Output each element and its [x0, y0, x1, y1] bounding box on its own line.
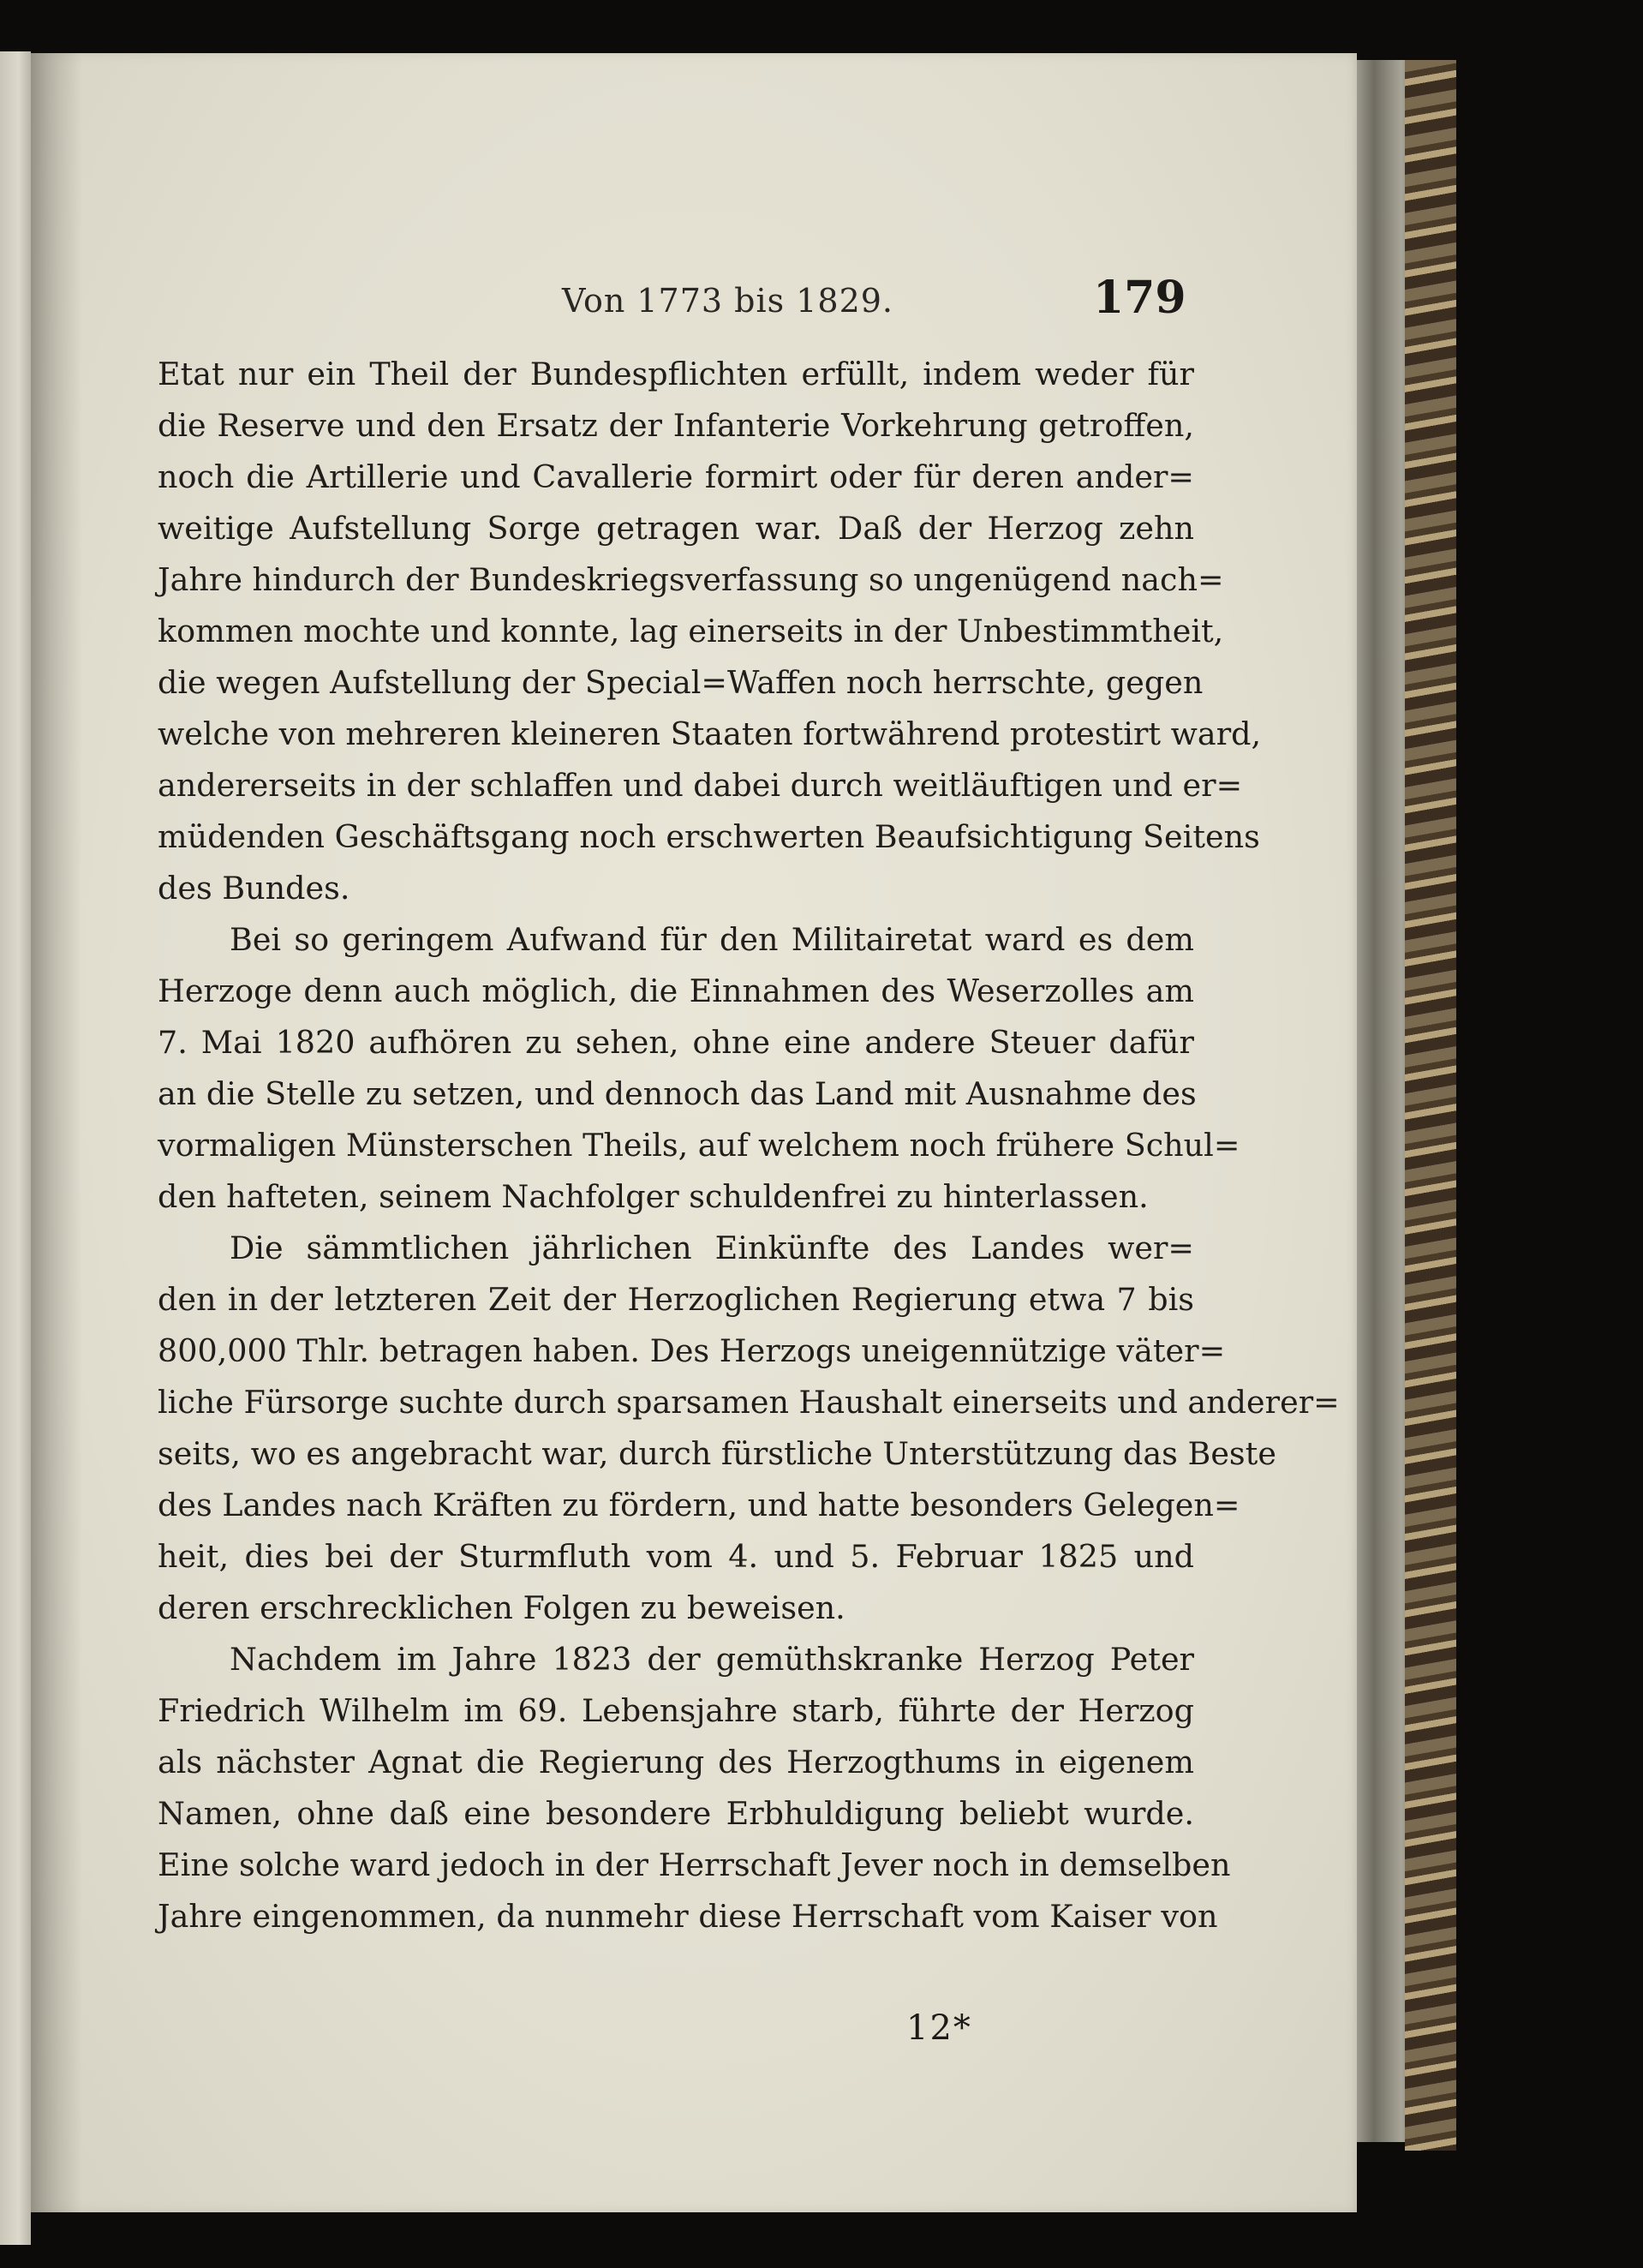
text-line: als nächster Agnat die Regierung des Herzogthums in eigenem: [158, 1744, 1194, 1780]
book-page: [31, 53, 1357, 2212]
text-line: Etat nur ein Theil der Bundespflichten erfüllt, indem weder für: [158, 356, 1194, 392]
text-line: liche Fürsorge suchte durch sparsamen Haushalt einerseits und anderer=: [158, 1384, 1340, 1421]
signature-mark: 12*: [906, 2008, 972, 2048]
text-line: des Landes nach Kräften zu fördern, und hatte besonders Gelegen=: [158, 1487, 1240, 1523]
paragraph-start-line: Die sämmtlichen jährlichen Einkünfte des Landes wer=: [230, 1230, 1194, 1266]
text-line: die Reserve und den Ersatz der Infanterie Vorkehrung getroffen,: [158, 407, 1194, 444]
text-line: an die Stelle zu setzen, und dennoch das Land mit Ausnahme des: [158, 1075, 1197, 1112]
text-line: Namen, ohne daß eine besondere Erbhuldigung beliebt wurde.: [158, 1795, 1194, 1832]
text-line: Jahre hindurch der Bundeskriegsverfassung so ungenügend nach=: [158, 561, 1224, 598]
text-line: müdenden Geschäftsgang noch erschwerten Beaufsichtigung Seitens: [158, 818, 1260, 855]
gutter-shadow: [31, 53, 82, 2212]
text-line: den hafteten, seinem Nachfolger schuldenfrei zu hinterlassen.: [158, 1178, 1149, 1215]
page-number: 179: [1093, 272, 1186, 324]
text-line: den in der letzteren Zeit der Herzoglichen Regierung etwa 7 bis: [158, 1281, 1194, 1318]
text-line: Herzoge denn auch möglich, die Einnahmen des Weserzolles am: [158, 972, 1194, 1009]
paragraph-start-line: Bei so geringem Aufwand für den Militairetat ward es dem: [230, 921, 1194, 958]
text-line: kommen mochte und konnte, lag einerseits in der Unbestimmtheit,: [158, 613, 1224, 649]
body-text: [158, 349, 1340, 1942]
left-page-edge: [0, 51, 31, 2245]
marbled-cover: [1405, 60, 1456, 2151]
text-line: 800,000 Thlr. betragen haben. Des Herzogs uneigennützige väter=: [158, 1332, 1226, 1369]
text-line: die wegen Aufstellung der Special=Waffen noch herrschte, gegen: [158, 664, 1204, 701]
text-line: andererseits in der schlaffen und dabei durch weitläuftigen und er=: [158, 767, 1243, 804]
text-line: welche von mehreren kleineren Staaten fortwährend protestirt ward,: [158, 715, 1262, 752]
text-line: 7. Mai 1820 aufhören zu sehen, ohne eine andere Steuer dafür: [158, 1024, 1194, 1061]
text-line: Friedrich Wilhelm im 69. Lebensjahre starb, führte der Herzog: [158, 1692, 1194, 1729]
text-line: deren erschrecklichen Folgen zu beweisen.: [158, 1589, 845, 1626]
text-line: Eine solche ward jedoch in der Herrschaft Jever noch in demselben: [158, 1846, 1231, 1883]
page-header: [31, 272, 1357, 323]
text-line: weitige Aufstellung Sorge getragen war. Daß der Herzog zehn: [158, 510, 1194, 547]
running-head: Von 1773 bis 1829.: [562, 282, 894, 320]
text-line: Jahre eingenommen, da nunmehr diese Herrschaft vom Kaiser von: [158, 1898, 1218, 1935]
text-line: seits, wo es angebracht war, durch fürstliche Unterstützung das Beste: [158, 1435, 1276, 1472]
text-line: des Bundes.: [158, 870, 350, 907]
text-line: noch die Artillerie und Cavallerie formirt oder für deren ander=: [158, 458, 1194, 495]
paragraph-start-line: Nachdem im Jahre 1823 der gemüthskranke Herzog Peter: [230, 1641, 1194, 1678]
text-line: vormaligen Münsterschen Theils, auf welchem noch frühere Schul=: [158, 1127, 1240, 1164]
text-line: heit, dies bei der Sturmfluth vom 4. und 5. Februar 1825 und: [158, 1538, 1194, 1575]
